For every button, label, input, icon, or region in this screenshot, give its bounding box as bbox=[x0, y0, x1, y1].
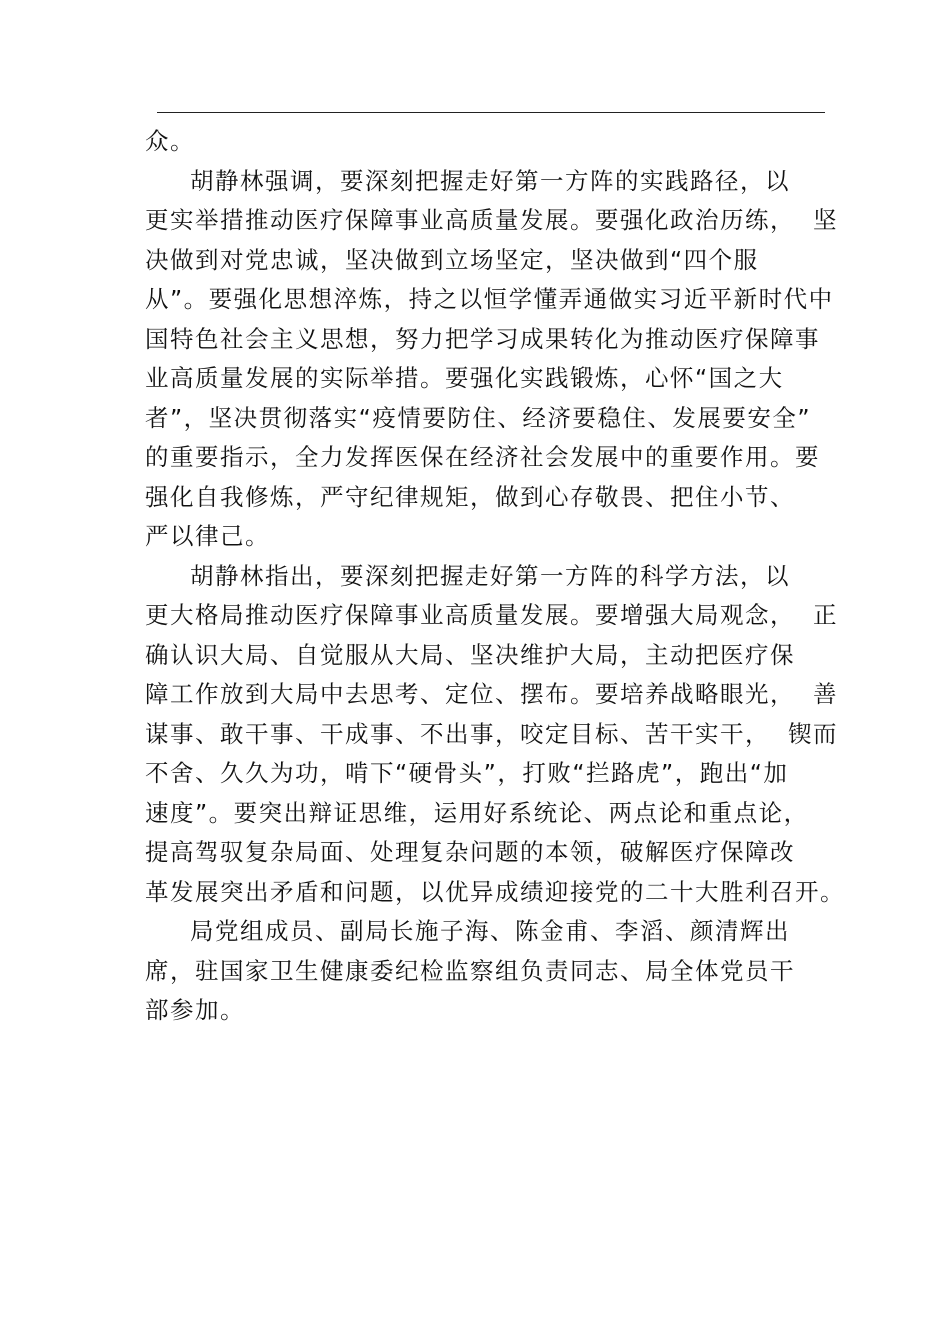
text-line: 障工作放到大局中去思考、定位、摆布。要培养战略眼光， 善 bbox=[145, 680, 838, 708]
text-line: 众。 bbox=[145, 127, 195, 155]
text-line: 业高质量发展的实际举措。要强化实践锻炼，心怀“国之大 bbox=[145, 364, 784, 392]
text-line: 提高驾驭复杂局面、处理复杂问题的本领，破解医疗保障改 bbox=[145, 838, 795, 866]
paragraph-start-line: 局党组成员、副局长施子海、陈金甫、李滔、颜清辉出 bbox=[190, 917, 790, 945]
text-line: 从”。要强化思想淬炼，持之以恒学懂弄通做实习近平新时代中 bbox=[145, 285, 834, 313]
paragraph-start-line: 胡静林指出，要深刻把握走好第一方阵的科学方法，以 bbox=[190, 561, 790, 590]
text-line: 谋事、敢干事、干成事、不出事，咬定目标、苦干实干， 锲而 bbox=[145, 719, 838, 748]
text-line: 严以律己。 bbox=[145, 522, 270, 550]
body-text bbox=[145, 122, 845, 1031]
text-line: 强化自我修炼，严守纪律规矩，做到心存敬畏、把住小节、 bbox=[145, 482, 795, 511]
text-line: 席，驻国家卫生健康委纪检监察组负责同志、局全体党员干 bbox=[145, 956, 795, 985]
text-line: 更大格局推动医疗保障事业高质量发展。要增强大局观念， 正 bbox=[145, 601, 838, 629]
text-line: 部参加。 bbox=[145, 996, 245, 1024]
text-line: 者”，坚决贯彻落实“疫情要防住、经济要稳住、发展要安全” bbox=[145, 403, 812, 432]
text-line: 的重要指示，全力发挥医保在经济社会发展中的重要作用。要 bbox=[145, 443, 820, 471]
text-line: 革发展突出矛盾和问题，以优异成绩迎接党的二十大胜利召开。 bbox=[145, 877, 845, 906]
text-line: 决做到对党忠诚，坚决做到立场坚定，坚决做到“四个服 bbox=[145, 245, 759, 274]
text-line: 不舍、久久为功，啃下“硬骨头”，打败“拦路虎”，跑出“加 bbox=[145, 759, 789, 787]
text-line: 国特色社会主义思想，努力把学习成果转化为推动医疗保障事 bbox=[145, 324, 820, 353]
text-line: 更实举措推动医疗保障事业高质量发展。要强化政治历练， 坚 bbox=[145, 206, 838, 234]
paragraph-start-line: 胡静林强调，要深刻把握走好第一方阵的实践路径，以 bbox=[190, 166, 790, 195]
text-line: 速度”。要突出辩证思维，运用好系统论、两点论和重点论， bbox=[145, 798, 809, 827]
header-rule bbox=[157, 112, 825, 113]
text-line: 确认识大局、自觉服从大局、坚决维护大局，主动把医疗保 bbox=[145, 640, 795, 669]
